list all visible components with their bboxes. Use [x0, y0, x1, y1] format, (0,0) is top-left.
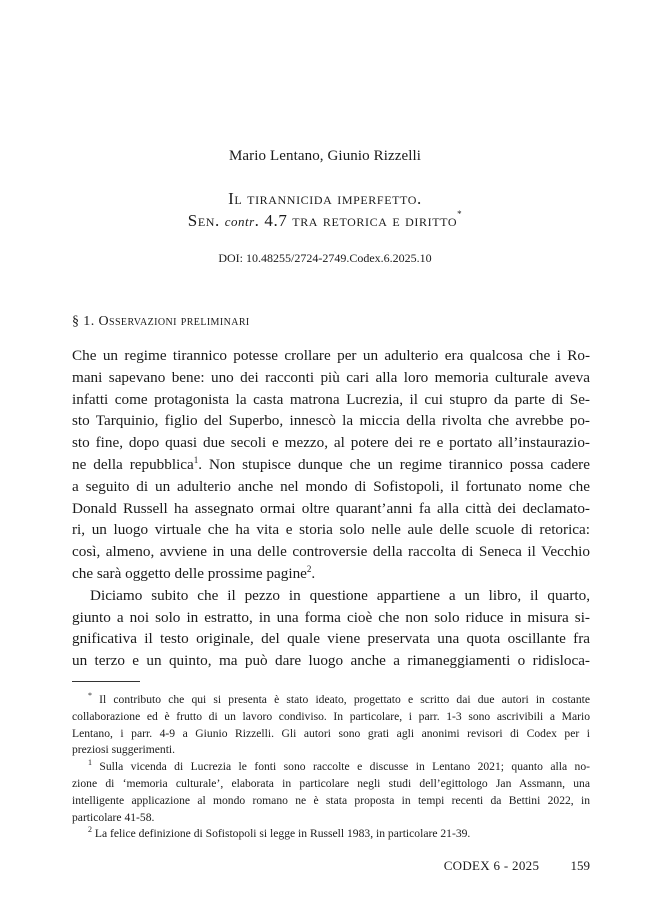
journal-name: CODEX 6 - 2025	[443, 858, 540, 873]
footnote-line: particolare 41-58.	[72, 810, 155, 824]
footnote-text: Il contributo che qui si presenta è stato ideato, progettato e scritto dai due autori in costante	[92, 693, 590, 706]
body-line: Diciamo subito che il pezzo in questione appartiene a un libro, il quarto,	[90, 586, 590, 604]
title-rest: . 4.7 tra retorica e diritto	[254, 211, 458, 230]
footnote-text: Sulla vicenda di Lucrezia le fonti sono raccolte e discusse in Lentano 2021; quanto alla no-	[92, 760, 590, 774]
section-heading: § 1. Osservazioni preliminari	[72, 314, 250, 329]
footnote-line	[72, 692, 590, 709]
footnote-ref-2[interactable]: 2	[306, 563, 312, 574]
article-title-line-1: Il tirannicida imperfetto.	[228, 189, 422, 208]
footnote-text: La felice definizione di Sofistopoli si legge in Russell 1983, in particolare 21-39.	[92, 827, 471, 841]
doi: DOI: 10.48255/2724-2749.Codex.6.2025.10	[218, 251, 432, 265]
body-line: un terzo e un quinto, ma può dare luogo anche a rimaneggiamenti o ridisloca-	[72, 652, 590, 670]
footnote-line: intelligente applicazione al mondo romano ne è stata proposta in tempi recenti da Bettini 2022, in	[72, 793, 590, 807]
body-text-fragment: ne della repubblica	[72, 455, 194, 473]
body-line: Che un regime tirannico potesse crollare per un adulterio era qualcosa che i Ro-	[72, 347, 590, 364]
footnote-line: collaborazione ed è frutto di un lavoro condiviso. In particolare, i parr. 1-3 sono ascrivibili a Mario	[72, 709, 590, 723]
footnote-line: zione di ‘memoria culturale’, elaborata in particolare negli studi dell’egittologo Jan Assmann, una	[72, 776, 590, 790]
title-sen: Sen.	[187, 211, 225, 230]
authors: Mario Lentano, Giunio Rizzelli	[228, 148, 422, 164]
footnote-marker-2: 2	[88, 826, 92, 835]
title-footnote-marker: *	[457, 209, 463, 220]
body-line: così, almeno, avviene in una delle controversie della raccolta di Seneca il Vecchio	[72, 543, 590, 561]
page-number: 159	[570, 858, 590, 873]
footnote-line: Lentano, i parr. 4-9 a Giunio Rizzelli. Gli autori sono grati agli anonimi revisori di Codex per i	[72, 726, 590, 740]
title-contr: contr	[224, 214, 255, 229]
page-footer	[444, 858, 590, 874]
body-line: sto Tarquinio, figlio del Superbo, innescò la miccia della rivolta che avrebbe po-	[72, 412, 590, 430]
footnotes	[72, 692, 590, 843]
body-text	[72, 345, 590, 672]
footnote-ref-1[interactable]: 1	[193, 454, 199, 465]
footnote-marker-1: 1	[88, 759, 92, 768]
footnote-line	[72, 759, 590, 776]
footnote-line	[72, 826, 590, 843]
body-line: Donald Russell ha assegnato ormai oltre quarant’anni fa alla città dei declamato-	[72, 499, 590, 517]
body-text-fragment: . Non stupisce dunque che un regime tirannico possa cadere	[198, 455, 590, 473]
body-line: sto fine, dopo quasi due secoli e mezzo, al potere dei re e portato all’instaurazio-	[72, 434, 590, 452]
body-line: infatti come protagonista la casta matrona Lucrezia, il cui stupro da parte di Se-	[72, 390, 590, 408]
body-line: a seguito di un adulterio anche nel mondo di Sofistopoli, il fortunato nome che	[72, 477, 590, 495]
footnote-divider	[72, 681, 140, 682]
body-text-fragment: .	[311, 564, 316, 582]
article-title-line-2	[0, 211, 650, 231]
body-line: giunto a noi solo in estratto, in una forma cioè che non solo riduce in misura si-	[72, 608, 590, 626]
footnote-line: preziosi suggerimenti.	[72, 743, 176, 757]
body-line: ri, un luogo virtuale che ha vita e storia solo nelle aule delle scuole di retorica:	[72, 521, 590, 539]
body-line	[72, 454, 590, 476]
body-line: mani sapevano bene: uno dei racconti più cari alla loro memoria culturale aveva	[72, 368, 590, 386]
footnote-marker-star: *	[88, 692, 92, 701]
body-line: gnificativa il testo originale, del quale viene preservata una quota oscillante fra	[72, 630, 590, 648]
body-text-fragment: che sarà oggetto delle prossime pagine	[72, 564, 307, 582]
body-line	[72, 563, 590, 585]
